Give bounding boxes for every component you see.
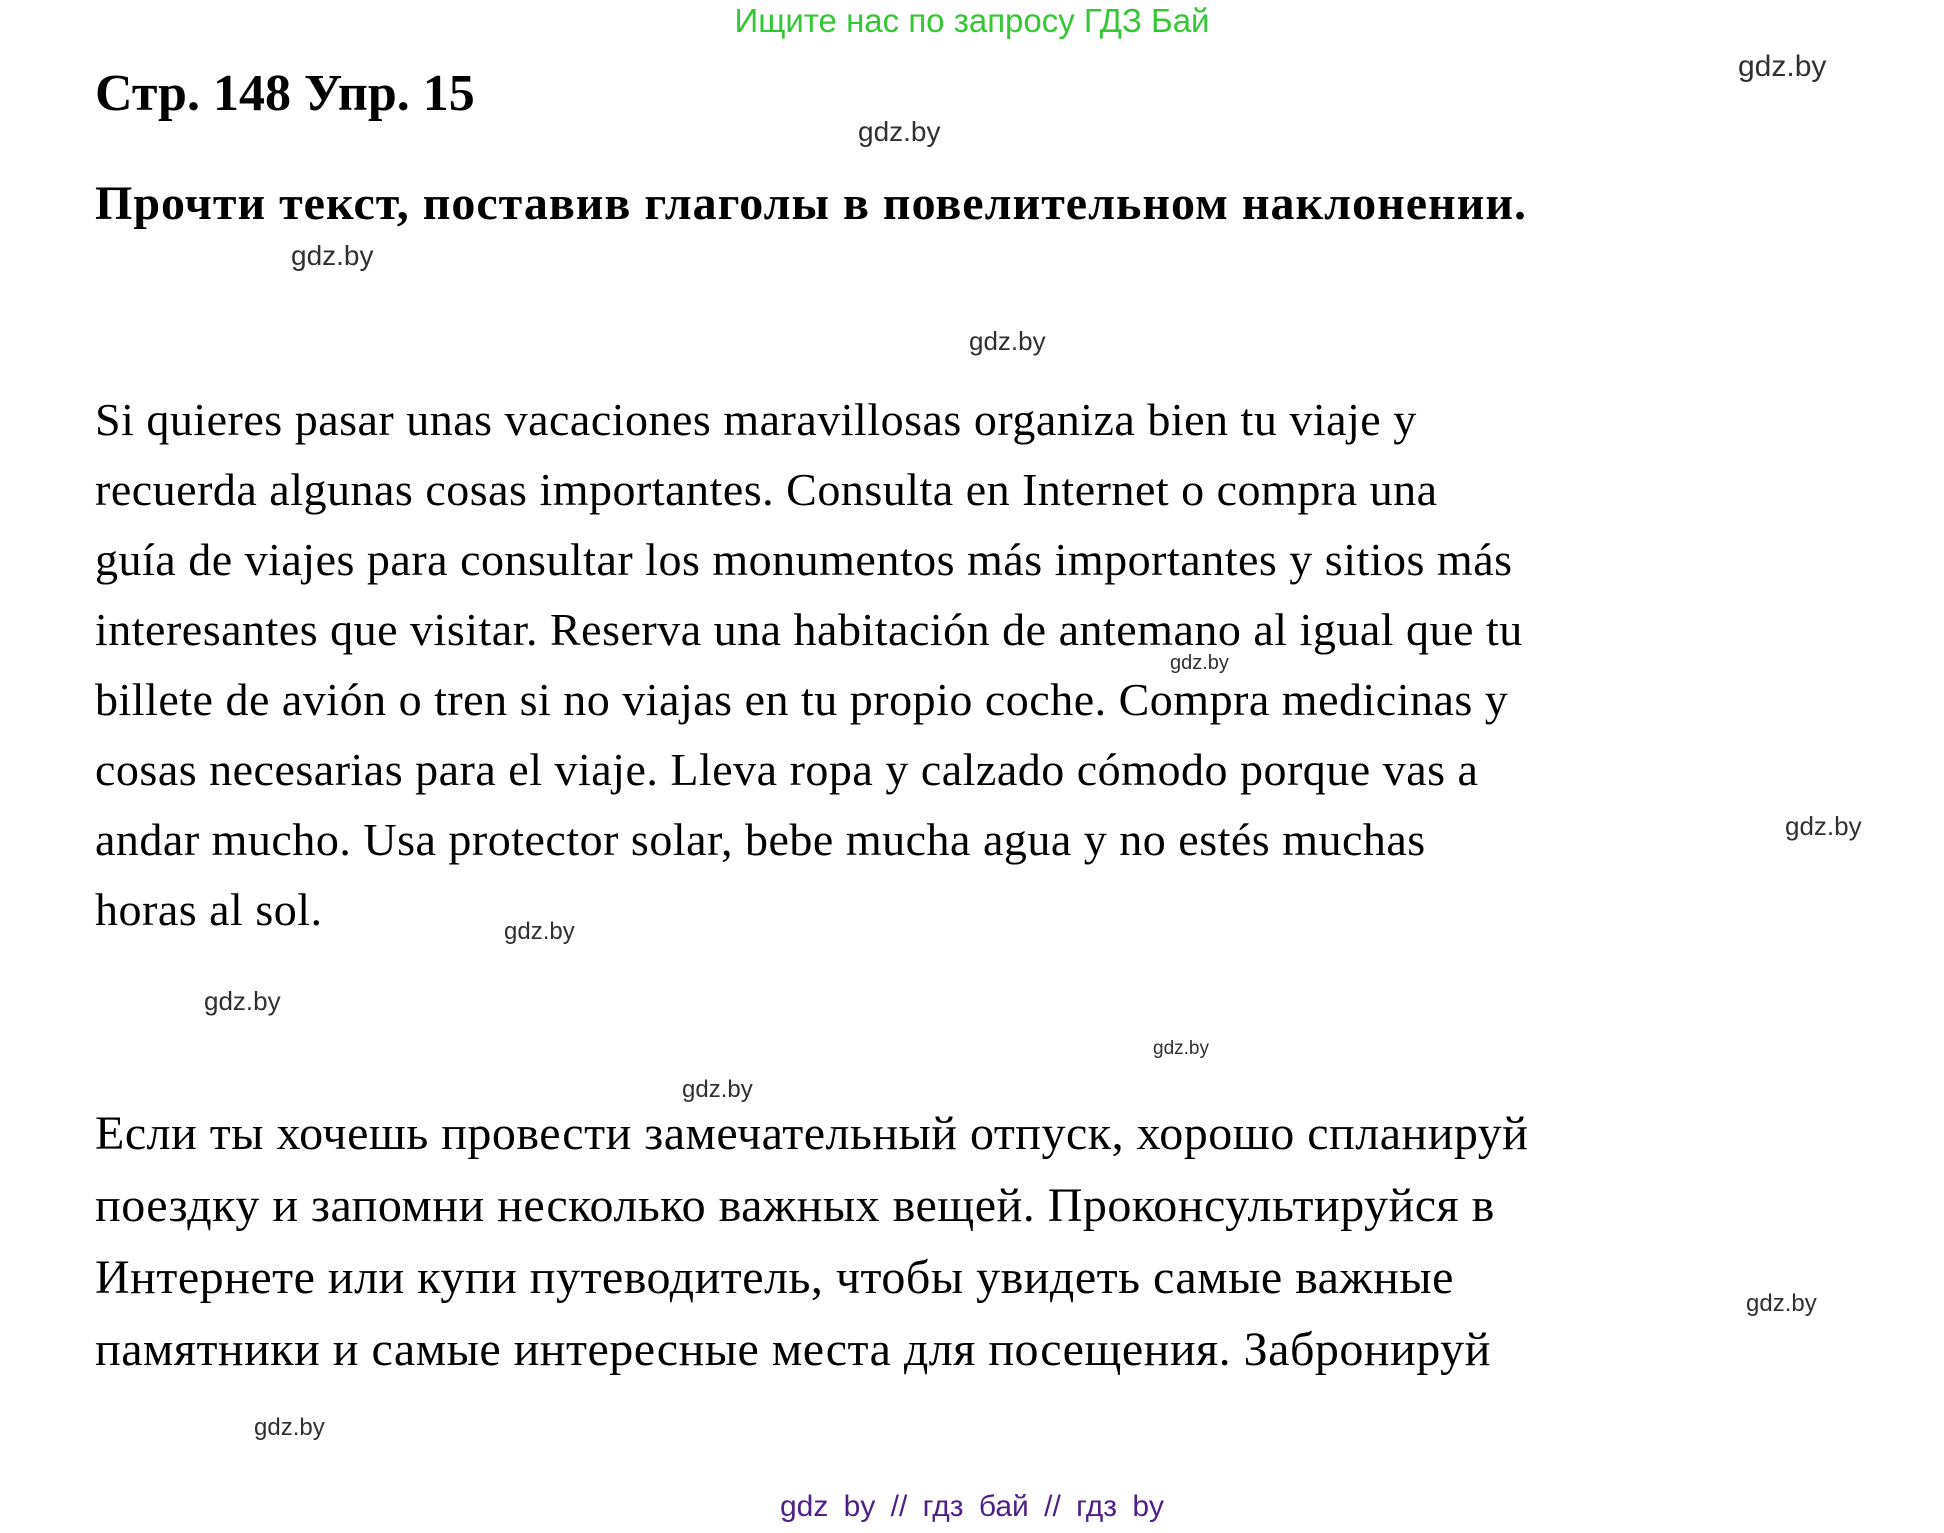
text-line: поездку и запомни несколько важных вещей. Проконсультируйся в [95,1179,1495,1232]
text-line: billete de avión o tren si no viajas en tu propio coche. Compra medicinas y [95,674,1509,725]
text-line: andar mucho. Usa protector solar, bebe mucha agua y no estés muchas [95,814,1426,865]
gdzby-watermark: gdz.by [254,1414,325,1441]
gdzby-watermark: gdz.by [504,918,575,945]
spanish-paragraph [95,385,1523,945]
text-line: Интернете или купи путеводитель, чтобы увидеть самые важные [95,1251,1454,1304]
gdzby-watermark: gdz.by [1746,1290,1817,1317]
footer-site-links: gdz by // гдз бай // гдз by [779,1490,1165,1523]
gdzby-watermark: gdz.by [858,116,941,147]
text-line: recuerda algunas cosas importantes. Consulta en Internet o compra una [95,464,1438,515]
text-line: Если ты хочешь провести замечательный отпуск, хорошо спланируй [95,1107,1529,1160]
gdzby-watermark: gdz.by [1785,811,1862,841]
gdzby-watermark: gdz.by [682,1076,753,1103]
gdzby-watermark: gdz.by [204,986,281,1016]
text-line: interesantes que visitar. Reserva una habitación de antemano al igual que tu [95,604,1523,655]
text-line: guía de viajes para consultar los monumentos más importantes y sitios más [95,534,1513,585]
task-heading: Прочти текст, поставив глаголы в повелительном наклонении. [95,177,1527,230]
page-title: Стр. 148 Упр. 15 [95,65,475,122]
russian-paragraph [95,1098,1528,1386]
gdzby-watermark: gdz.by [291,240,374,271]
gdzby-watermark: gdz.by [1153,1038,1209,1059]
text-line: cosas necesarias para el viaje. Lleva ropa y calzado cómodo porque vas a [95,744,1479,795]
text-line: horas al sol. [95,884,323,935]
text-line: Si quieres pasar unas vacaciones maravillosas organiza bien tu viaje y [95,394,1417,445]
gdzby-watermark: gdz.by [1170,652,1229,674]
gdzby-watermark: gdz.by [969,326,1046,356]
gdzby-watermark: gdz.by [1738,50,1827,83]
promo-banner: Ищите нас по запросу ГДЗ Бай [734,2,1210,39]
text-line: памятники и самые интересные места для посещения. Забронируй [95,1323,1491,1376]
